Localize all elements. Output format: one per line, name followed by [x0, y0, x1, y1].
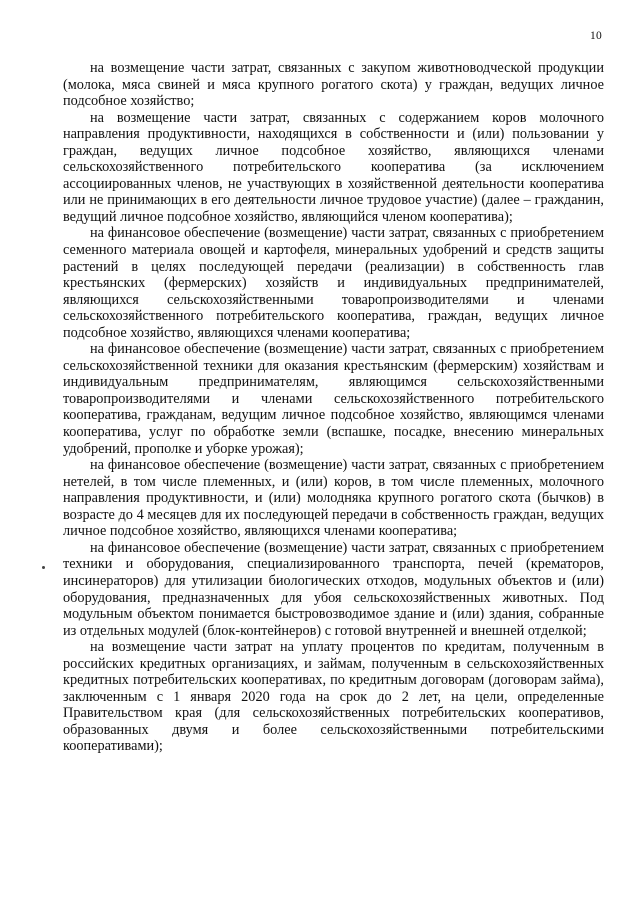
scan-speck: [42, 566, 45, 569]
paragraph: на возмещение части затрат, связанных с закупом животноводческой продукции (молока, мяса свиней и мяса крупного рогатого скота) у граждан, ведущих личное подсобное хозяйство;: [63, 60, 604, 110]
paragraph: на возмещение части затрат на уплату процентов по кредитам, полученным в российских кредитных организациях, и займам, полученным в сельскохозяйственных кредитных потребительских кооперативах, по кредитным договорам (договорам займа), заключенным с 1 января 2020 года на срок до 2 лет, на цели, определенные Правительством края (для сельскохозяйственных потребительских кооперативов, образованных двумя и более сельскохозяйственными потребительскими кооперативами);: [63, 639, 604, 755]
document-body: [63, 60, 604, 755]
paragraph: на финансовое обеспечение (возмещение) части затрат, связанных с приобретением сельскохозяйственной техники для оказания крестьянским (фермерским) хозяйствам и индивидуальным предпринимателям, являющимся сельскохозяйственными товаропроизводителями и членами сельскохозяйственного потребительского кооператива, гражданам, ведущим личное подсобное хозяйство, являющимся членами кооператива, услуг по обработке земли (вспашке, посадке, внесению минеральных удобрений, прополке и уборке урожая);: [63, 341, 604, 457]
paragraph: на финансовое обеспечение (возмещение) части затрат, связанных с приобретением техники и оборудования, специализированного транспорта, печей (крематоров, инсинераторов) для утилизации биологических отходов, модульных объектов и (или) оборудования, предназначенных для убоя сельскохозяйственных животных. Под модульным объектом понимается быстровозводимое здание и (или) здания, собранные из отдельных модулей (блок-контейнеров) с готовой внутренней и внешней отделкой;: [63, 539, 604, 639]
paragraph: на финансовое обеспечение (возмещение) части затрат, связанных с приобретением семенного материала овощей и картофеля, минеральных удобрений и средств защиты растений в целях последующей передачи (реализации) в собственность глав крестьянских (фермерских) хозяйств и индивидуальных предпринимателей, являющихся сельскохозяйственными товаропроизводителями и членами сельскохозяйственного потребительского кооператива, граждан, ведущих личное подсобное хозяйство, являющихся членами кооператива;: [63, 225, 604, 341]
page-number: 10: [590, 30, 602, 42]
paragraph: на возмещение части затрат, связанных с содержанием коров молочного направления продуктивности, находящихся в собственности и (или) пользовании у граждан, ведущих личное подсобное хозяйство, являющихся членами сельскохозяйственного потребительского кооператива (за исключением ассоциированных членов, не участвующих в хозяйственной деятельности кооператива или не принимающих в его деятельности личное трудовое участие) (далее – гражданин, ведущий личное подсобное хозяйство, являющийся членом кооператива);: [63, 109, 604, 225]
paragraph: на финансовое обеспечение (возмещение) части затрат, связанных с приобретением нетелей, в том числе племенных, и (или) коров, в том числе племенных, молочного направления продуктивности, и (или) молодняка крупного рогатого скота (бычков) в возрасте до 4 месяцев для их последующей передачи в собственность граждан, ведущих личное подсобное хозяйство, являющихся членами кооператива;: [63, 457, 604, 540]
